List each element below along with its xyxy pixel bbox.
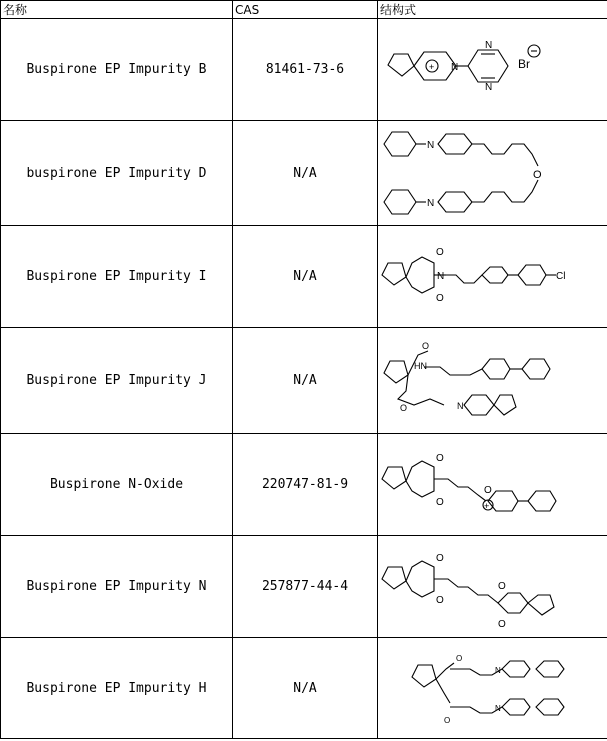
o-atom-label: O bbox=[456, 653, 463, 663]
bromide-label: Br bbox=[518, 56, 530, 71]
table-row bbox=[1, 434, 607, 536]
table-row bbox=[1, 638, 607, 739]
o-atom-label: O bbox=[436, 452, 444, 464]
compound-name: buspirone EP Impurity D bbox=[1, 121, 233, 226]
o-atom-label: O bbox=[498, 580, 506, 592]
compound-name: Buspirone EP Impurity I bbox=[1, 226, 233, 328]
n-atom-label: N bbox=[457, 400, 464, 411]
o-atom-label: O bbox=[533, 168, 542, 181]
cas-number: 81461-73-6 bbox=[233, 19, 378, 121]
structure-cell bbox=[378, 226, 607, 328]
table-row bbox=[1, 121, 607, 226]
compound-name: Buspirone EP Impurity J bbox=[1, 328, 233, 434]
structure-cell bbox=[378, 536, 607, 638]
compound-name: Buspirone EP Impurity H bbox=[1, 638, 233, 739]
header-structure: 结构式 bbox=[378, 1, 607, 19]
cas-number: N/A bbox=[233, 328, 378, 434]
cas-number: 257877-44-4 bbox=[233, 536, 378, 638]
hn-label: HN bbox=[414, 360, 427, 371]
n-atom-label: N bbox=[451, 61, 459, 73]
table-row bbox=[1, 226, 607, 328]
table-row bbox=[1, 536, 607, 638]
o-atom-label: O bbox=[498, 618, 506, 630]
n-atom-label: N bbox=[485, 39, 493, 51]
table-row bbox=[1, 19, 607, 121]
structure-image bbox=[378, 639, 606, 738]
o-atom-label: O bbox=[422, 340, 430, 351]
structure-cell bbox=[378, 328, 607, 434]
structure-image bbox=[378, 537, 606, 637]
n-atom-label: N bbox=[437, 270, 445, 282]
o-atom-label: O bbox=[436, 292, 444, 304]
n-atom-label: N bbox=[427, 139, 435, 151]
structure-image bbox=[378, 435, 606, 535]
compound-name: Buspirone EP Impurity B bbox=[1, 19, 233, 121]
n-atom-label: N bbox=[485, 81, 493, 93]
n-oxide-o-label: O bbox=[484, 484, 492, 496]
o-atom-label: O bbox=[436, 594, 444, 606]
chlorine-label: Cl bbox=[556, 270, 566, 282]
header-row bbox=[1, 1, 607, 19]
o-atom-label: O bbox=[444, 715, 451, 725]
n-plus-label: + bbox=[429, 61, 435, 72]
structure-image bbox=[378, 122, 606, 225]
o-atom-label: O bbox=[436, 246, 444, 258]
header-cas: CAS bbox=[233, 1, 378, 19]
cas-number: N/A bbox=[233, 121, 378, 226]
n-atom-label: N bbox=[427, 197, 435, 209]
o-atom-label: O bbox=[436, 552, 444, 564]
header-name: 名称 bbox=[1, 1, 233, 19]
cas-number: N/A bbox=[233, 638, 378, 739]
o-atom-label: O bbox=[436, 496, 444, 508]
structure-cell bbox=[378, 434, 607, 536]
compound-name: Buspirone EP Impurity N bbox=[1, 536, 233, 638]
n-plus-label: + bbox=[484, 500, 490, 511]
structure-cell bbox=[378, 121, 607, 226]
cas-number: 220747-81-9 bbox=[233, 434, 378, 536]
table-row bbox=[1, 328, 607, 434]
structure-image bbox=[378, 20, 606, 120]
o-atom-label: O bbox=[400, 402, 408, 413]
n-atom-label: N bbox=[495, 665, 501, 675]
structure-image bbox=[378, 227, 606, 327]
structure-image bbox=[378, 329, 606, 433]
structure-cell bbox=[378, 638, 607, 739]
n-atom-label: N bbox=[495, 703, 501, 713]
cas-number: N/A bbox=[233, 226, 378, 328]
compound-name: Buspirone N-Oxide bbox=[1, 434, 233, 536]
structure-cell bbox=[378, 19, 607, 121]
